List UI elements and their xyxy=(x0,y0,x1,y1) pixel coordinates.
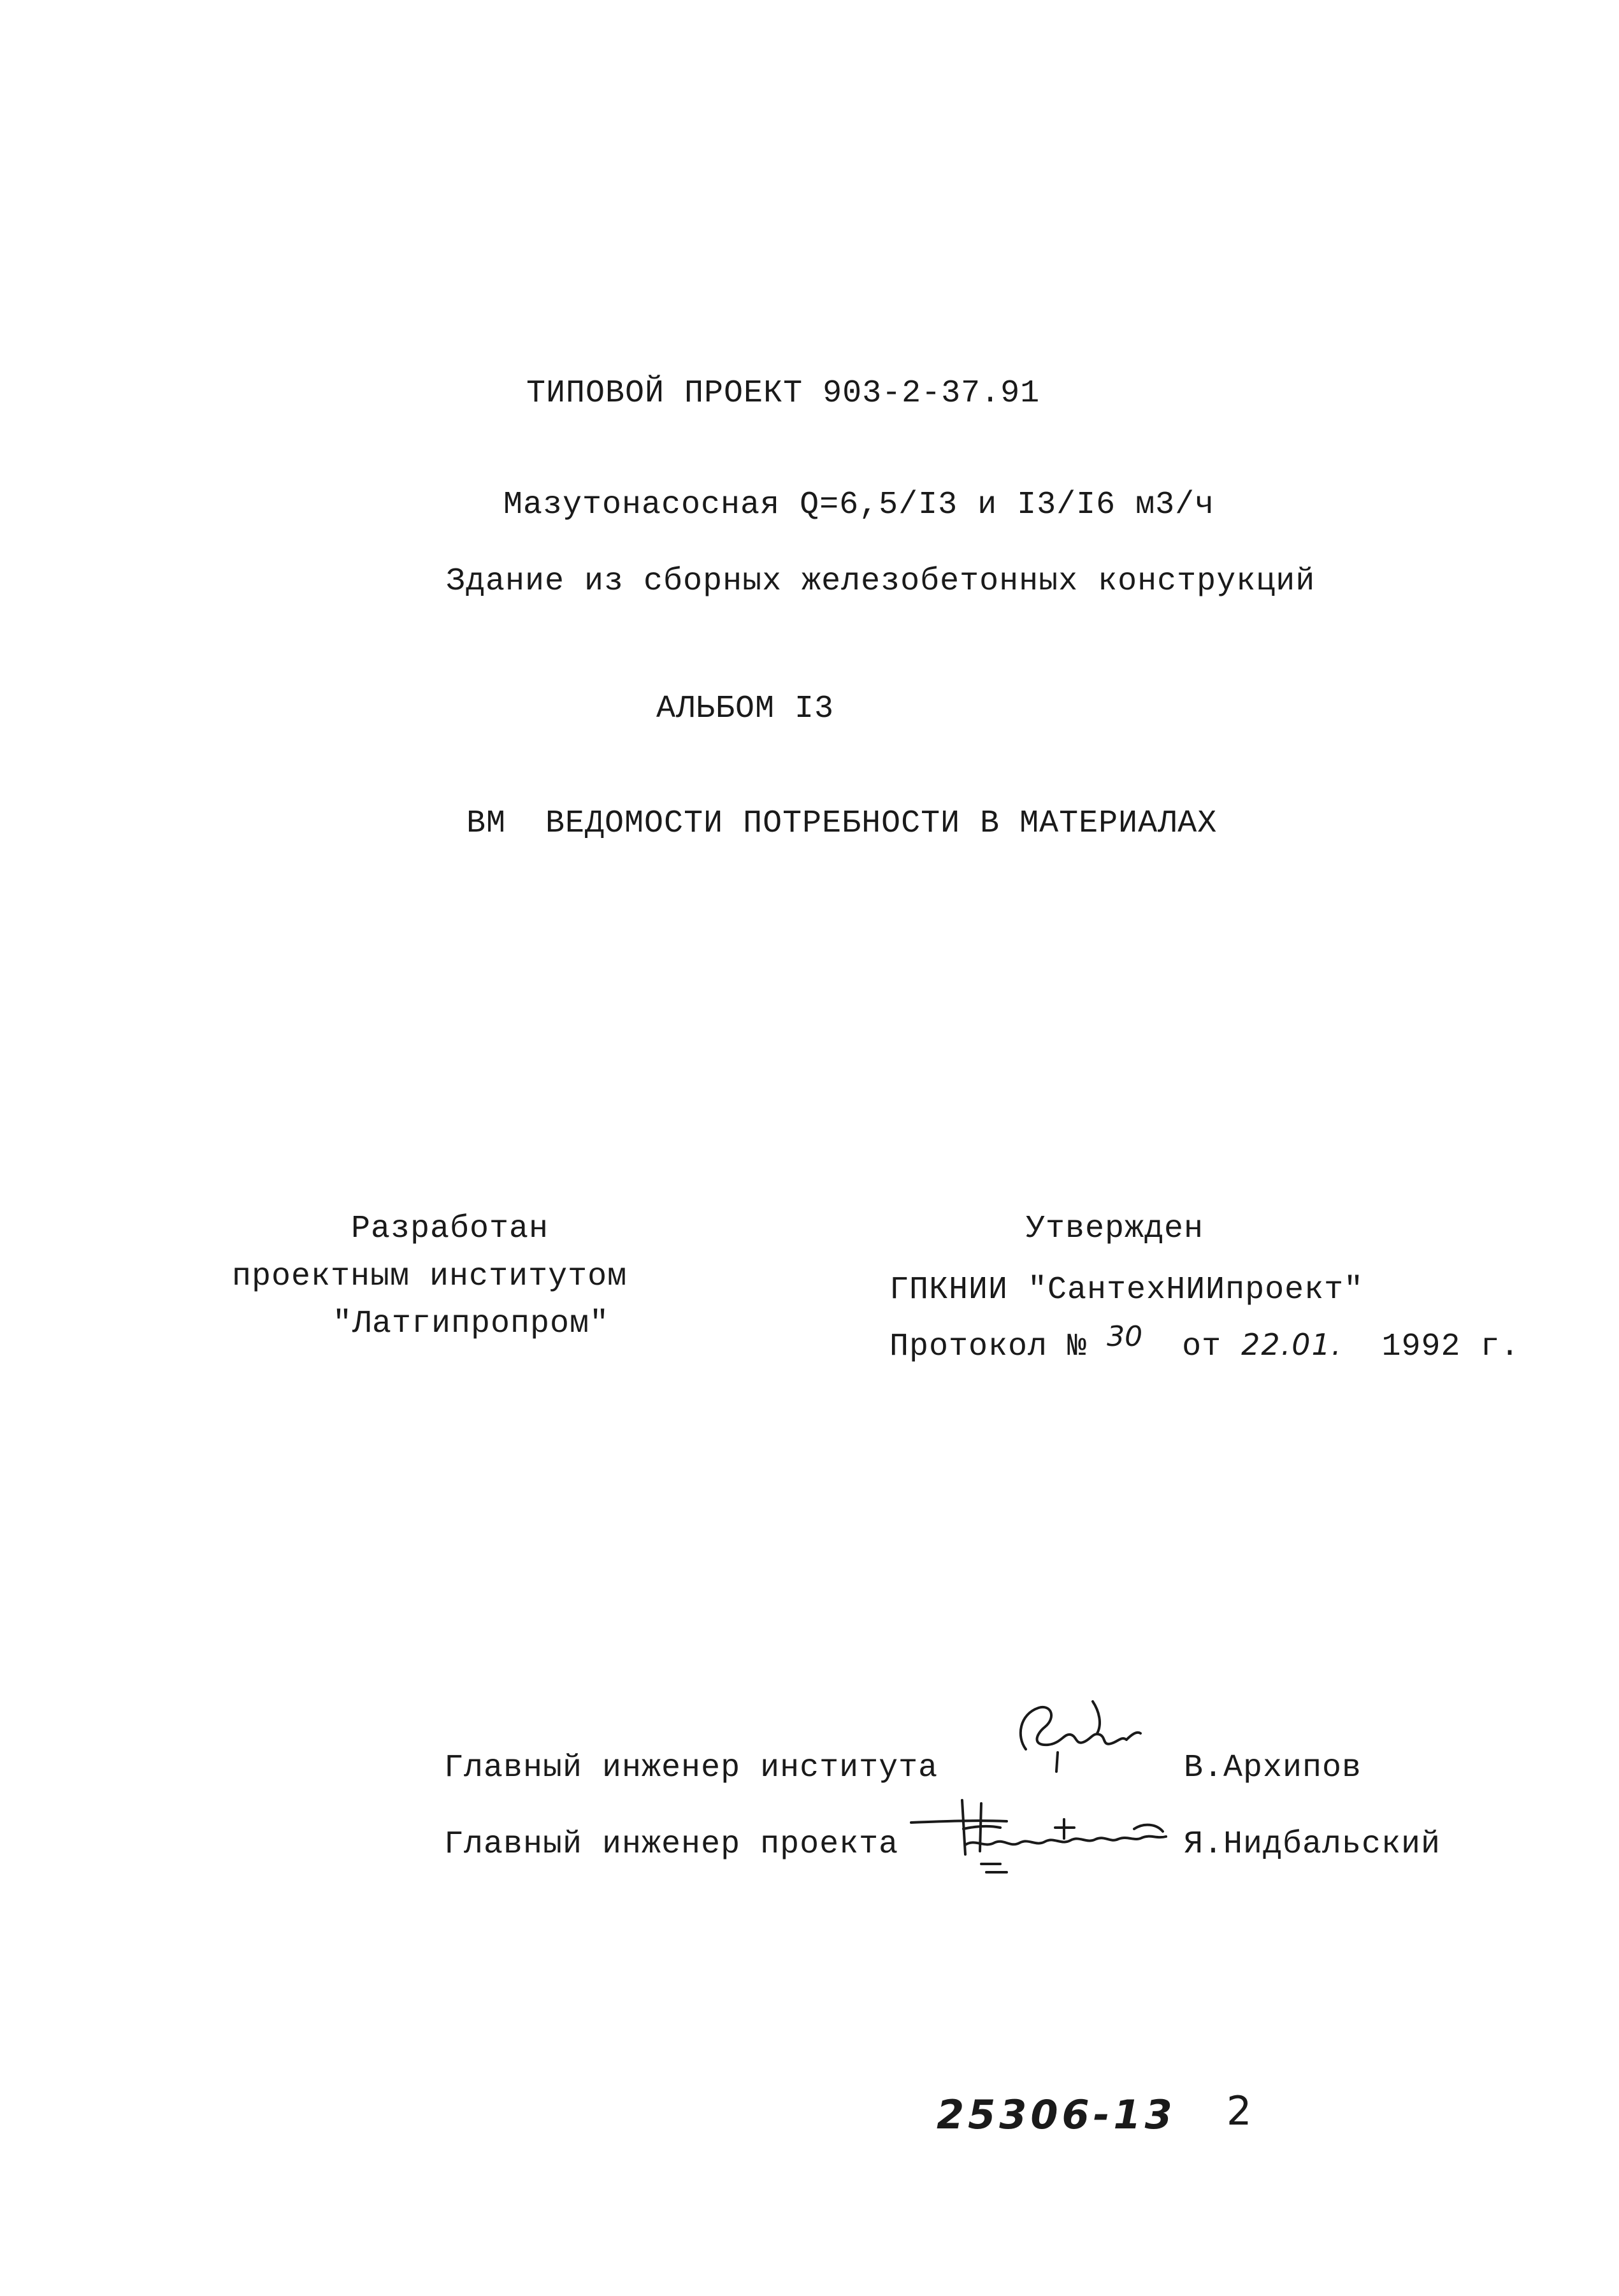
signature-2-handwritten xyxy=(905,1784,1185,1880)
protocol-date: 22.01. xyxy=(1241,1327,1342,1362)
protocol-line xyxy=(889,1320,1520,1366)
project-title: ТИПОВОЙ ПРОЕКТ 903-2-37.91 xyxy=(526,375,1040,412)
protocol-from: от xyxy=(1182,1329,1222,1365)
section-heading xyxy=(466,805,1217,843)
developed-label: Разработан xyxy=(351,1211,549,1247)
page-number: 2 xyxy=(1227,2088,1256,2134)
section-code: ВМ xyxy=(466,805,507,842)
signature-name-2: Я.Нидбальский xyxy=(1184,1826,1441,1863)
signature-1-handwritten xyxy=(981,1689,1172,1778)
approved-organization: ГПКНИИ "СантехНИИпроект" xyxy=(889,1272,1364,1308)
album-title: АЛЬБОМ I3 xyxy=(656,691,835,727)
document-number: 25306-13 xyxy=(937,2091,1176,2138)
protocol-prefix: Протокол № xyxy=(889,1329,1088,1365)
signature-role-1: Главный инженер института xyxy=(444,1750,939,1786)
section-title: ВЕДОМОСТИ ПОТРЕБНОСТИ В МАТЕРИАЛАХ xyxy=(545,805,1218,842)
developed-line2: проектным институтом xyxy=(232,1259,628,1295)
approved-label: Утвержден xyxy=(1026,1211,1204,1247)
building-description: Здание из сборных железобетонных конструкций xyxy=(446,563,1316,600)
protocol-number: 30 xyxy=(1107,1320,1143,1353)
signature-role-2: Главный инженер проекта xyxy=(444,1826,899,1863)
object-title: Мазутонасосная Q=6,5/I3 и I3/I6 м3/ч xyxy=(503,487,1215,523)
developed-institute: "Латгипропром" xyxy=(333,1306,610,1342)
protocol-year: 1992 г. xyxy=(1381,1329,1520,1365)
signature-name-1: В.Архипов xyxy=(1184,1750,1362,1786)
